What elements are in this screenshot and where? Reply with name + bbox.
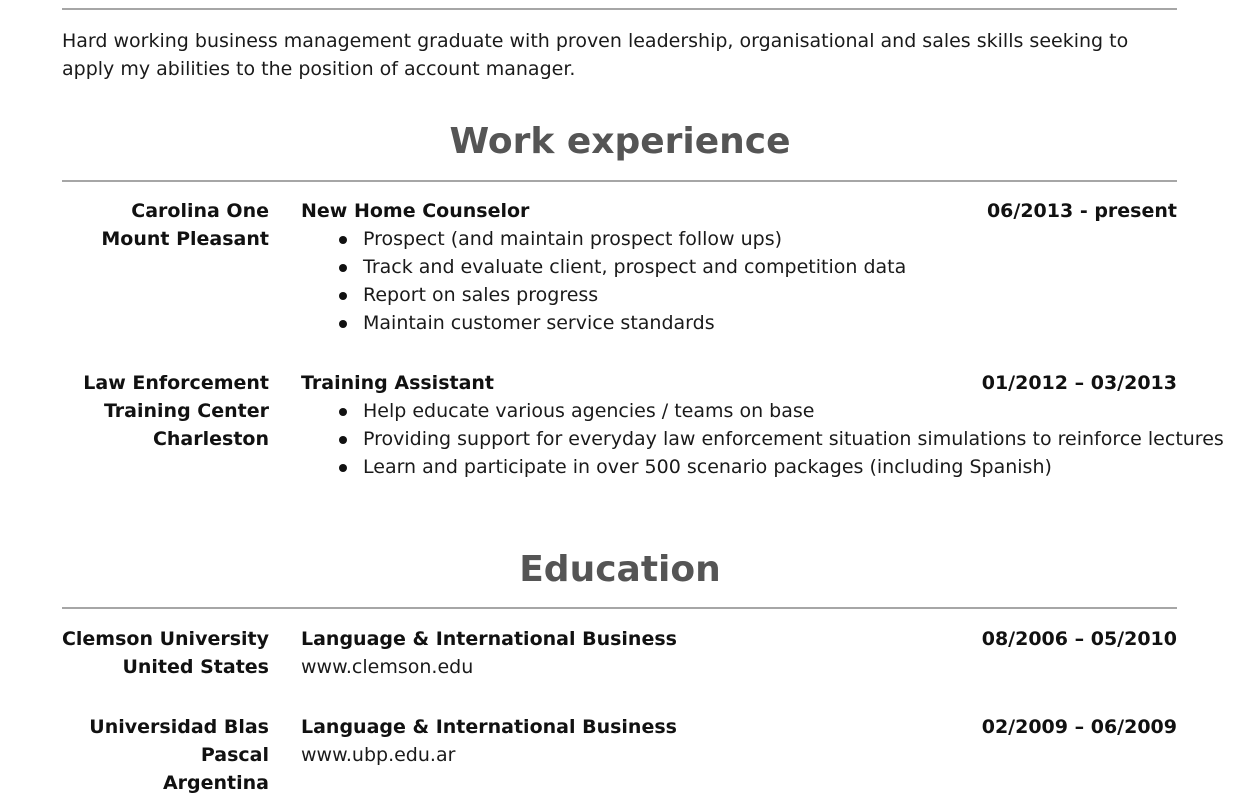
summary-text: Hard working business management graduate with proven leadership, organisational and sales skills seeking to apply my abilities to the position of account manager. bbox=[62, 30, 1129, 80]
school-website-link[interactable]: www.ubp.edu.ar bbox=[301, 744, 456, 766]
job-title: New Home Counselor bbox=[301, 200, 530, 222]
education-dates: 08/2006 – 05/2010 bbox=[981, 628, 1177, 650]
job-title: Training Assistant bbox=[301, 372, 495, 394]
school-name: Clemson University United States bbox=[61, 628, 269, 678]
education-divider bbox=[62, 607, 1177, 609]
bullet-icon bbox=[339, 292, 347, 300]
top-divider bbox=[62, 8, 1177, 10]
degree-title: Language & International Business bbox=[301, 716, 677, 738]
job-duties-list bbox=[301, 225, 1240, 337]
bullet-icon bbox=[339, 436, 347, 444]
job-dates: 06/2013 - present bbox=[986, 200, 1177, 222]
work-experience-divider bbox=[62, 180, 1177, 182]
bullet-icon bbox=[339, 408, 347, 416]
degree-title: Language & International Business bbox=[301, 628, 677, 650]
list-item: Help educate various agencies / teams on base bbox=[363, 397, 1240, 425]
education-heading: Education bbox=[519, 549, 721, 590]
list-item: Maintain customer service standards bbox=[363, 309, 1240, 337]
job-duties-list bbox=[301, 397, 1240, 481]
job-dates: 01/2012 – 03/2013 bbox=[981, 372, 1177, 394]
work-experience-heading: Work experience bbox=[449, 121, 791, 162]
bullet-icon bbox=[339, 320, 347, 328]
school-name: Universidad Blas Pascal Argentina bbox=[89, 716, 269, 794]
list-item: Track and evaluate client, prospect and competition data bbox=[363, 253, 1240, 281]
bullet-icon bbox=[339, 236, 347, 244]
list-item: Providing support for everyday law enforcement situation simulations to reinforce lectures bbox=[363, 425, 1240, 453]
employer-name: Carolina One Mount Pleasant bbox=[101, 200, 269, 250]
list-item: Prospect (and maintain prospect follow ups) bbox=[363, 225, 1240, 253]
list-item: Learn and participate in over 500 scenario packages (including Spanish) bbox=[363, 453, 1240, 481]
employer-name: Law Enforcement Training Center Charleston bbox=[83, 372, 269, 450]
education-dates: 02/2009 – 06/2009 bbox=[981, 716, 1177, 738]
bullet-icon bbox=[339, 464, 347, 472]
bullet-icon bbox=[339, 264, 347, 272]
school-website-link[interactable]: www.clemson.edu bbox=[301, 656, 474, 678]
list-item: Report on sales progress bbox=[363, 281, 1240, 309]
